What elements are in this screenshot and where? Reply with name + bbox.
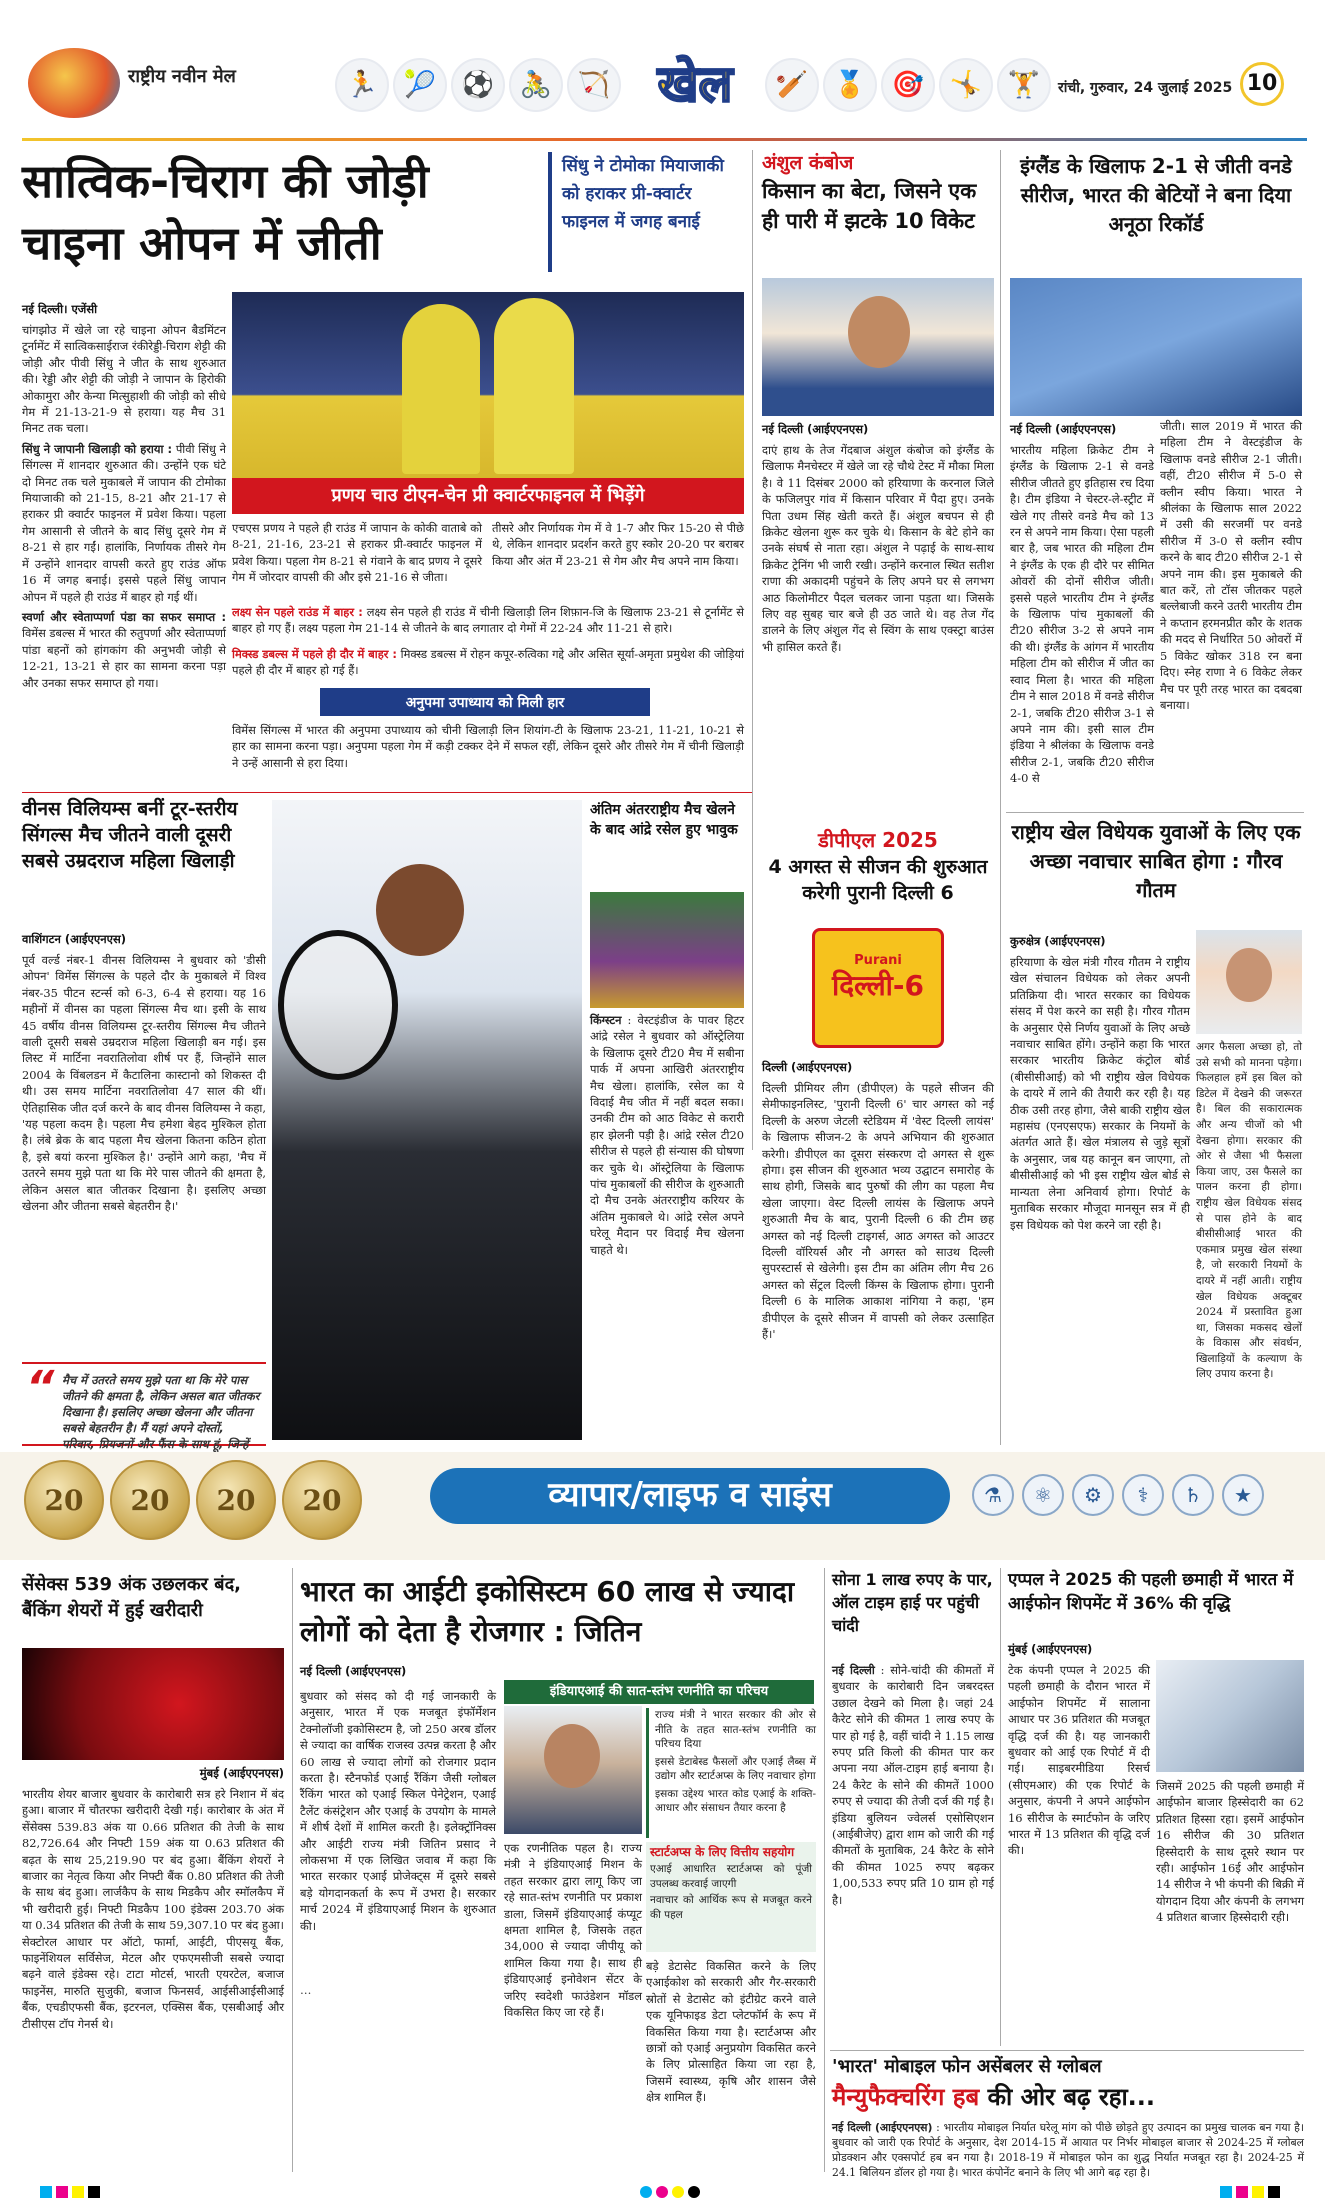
bill-headline-block: [1010, 818, 1302, 928]
dpl-league: डीपीएल 2025: [818, 828, 938, 852]
venus-body: पूर्व वर्ल्ड नंबर-1 वीनस विलियम्स ने बुधवार को 'डीसी ओपन' विमेंस सिंगल्स के पहले दौर के मुकाबले में विश्व नंबर-35 पीटन स्टर्न्स को 6-3, 6-4 से हराया। यह 16 महीनों में वीनस का पहला सिंगल्स मैच था। इसी के साथ 45 वर्षीय वीनस विलियम्स टूर-स्तरीय सिंगल्स मैच जीतने वाली दूसरी सबसे उम्रदराज महिला खिलाड़ी बन गई। इस लिस्ट में मार्टिना नवरातिलोवा शीर्ष पर हैं, जिन्होंने साल 2004 के विंबलडन में कैटालिना कास्टानो को शिकस्त दी थी। उस समय मार्टिना नवरातिलोवा 47 साल की थीं। ऐतिहासिक जीत दर्ज करने के बाद वीनस विलियम्स ने कहा, 'यह पहला कदम है। पहला मैच हमेशा बेहद मुश्किल होता है। लंबे ब्रेक के बाद पहला मैच खेलना कितना कठिन होता है, इसे बयां करना मुश्किल है।' उन्होंने आगे कहा, 'मैच में उतरने समय मुझे पता था कि मेरे पास जीतने की क्षमता है, लेकिन असल बात जीतकर दिखाना है। इसलिए अच्छा खेलना और जीतना सबसे बेहतरीन है।': [22, 953, 266, 1214]
mobile-dateline: नई दिल्ली (आईएएनएस): [832, 2121, 933, 2134]
it-article-col1b: …: [300, 1983, 312, 1997]
planet-icon: ♄: [1172, 1474, 1214, 1516]
atom-icon: ⚛: [1022, 1474, 1064, 1516]
star-icon: ★: [1222, 1474, 1264, 1516]
infobox-item: राज्य मंत्री ने भारत सरकार की ओर से नीति के तहत सात-स्तंभ रणनीति का परिचय दिया: [655, 1709, 816, 1750]
print-registration-bar: [0, 2180, 1325, 2205]
gold-body: सोने-चांदी की कीमतों में बुधवार के कारोबारी दिन जबरदस्त उछाल देखने को मिला है। जहां 24 कैरेट सोने की कीमत 1 लाख रुपए के पार हो गई है, वहीं चांदी ने 1.15 लाख रुपए प्रति किलो की कीमत पार कर अपना नया ऑल-टाइम हाई बनाया है। 24 कैरेट के सोने की कीमतें 1000 रुपए से ज्यादा की तेजी दर्ज की गई है। इंडिया बुलियन ज्वेलर्स एसोसिएशन (आईबीजेए) द्वारा शाम को जारी की गई कीमतों के मुताबिक, 24 कैरेट के सोने की कीमत 1025 रुपए बढ़कर 1,00,533 रुपए प्रति 10 ग्राम हो गई है।: [832, 1663, 994, 1907]
bill-dateline: कुरुक्षेत्र (आईएएनएस): [1010, 934, 1106, 948]
lead-col-a: एचएस प्रणय ने पहले ही राउंड में जापान के कोकी वाताबे को 8-21, 21-16, 23-21 से हराकर प्री-क्वार्टर फाइनल में प्रवेश किया। पहला गेम 8-21 से गंवाने के बाद प्रणय ने दूसरे गेम में जोरदार वापसी की और इसे 21-16 से जीता।: [232, 521, 482, 585]
flask-icon: ⚗: [972, 1474, 1014, 1516]
face-shape: [544, 1724, 600, 1788]
registration-square: [1268, 2186, 1280, 2198]
player-2-figure: [494, 298, 574, 474]
registration-square: [88, 2186, 100, 2198]
cycling-icon: 🚴: [509, 58, 563, 112]
section-rule: [1006, 812, 1304, 813]
kamboj-headline: किसान का बेटा, जिसने एक ही पारी में झटके 10 विकेट: [762, 179, 977, 233]
issue-date: रांची, गुरुवार, 24 जुलाई 2025: [1058, 80, 1233, 96]
archery-icon: 🏹: [567, 58, 621, 112]
russell-headline: अंतिम अंतरराष्ट्रीय मैच खेलने के बाद आंद्रे रसेल हुए भावुक: [590, 802, 738, 838]
kamboj-name: अंशुल कंबोज: [762, 152, 854, 174]
russell-body: वेस्टइंडीज के पावर हिटर आंद्रे रसेल ने बुधवार को ऑस्ट्रेलिया के खिलाफ दूसरे टी20 मैच में सबीना पार्क में अपना आखिरी अंतरराष्ट्रीय मैच खेला। हालांकि, रसेल का ये विदाई मैच जीत में नहीं बदल सका। उनकी टीम को आठ विकेट से करारी हार झेलनी पड़ी है। आंद्रे रसेल टी20 सीरीज से पहले ही संन्यास की घोषणा कर चुके थे। ऑस्ट्रेलिया के खिलाफ पांच मुकाबलों की सीरीज के शुरुआती दो मैच उनके अंतरराष्ट्रीय करियर के अंतिम मुकाबले थे। आंद्रे रसेल अपने घरेलू मैदान पर विदाई मैच खेलना चाहते थे।: [590, 1013, 744, 1257]
it-infobox-list: [646, 1708, 816, 1838]
russell-headline-block: [590, 800, 744, 888]
masthead-divider: [22, 138, 1307, 141]
lead-dateline: नई दिल्ली। एजेंसी: [22, 302, 98, 316]
anupama-band: अनुपमा उपाध्याय को मिली हार: [320, 688, 650, 716]
gold-headline: सोना 1 लाख रुपए के पार, ऑल टाइम हाई पर पहुंची चांदी: [832, 1570, 993, 1635]
sensex-article: [22, 1762, 284, 2172]
registration-dot: [672, 2186, 684, 2198]
iphone-dateline-row: मुंबई (आईएएनएस): [1008, 1642, 1093, 1656]
iphone-photo: [1156, 1660, 1304, 1772]
lead-para1: चांगझोउ में खेले जा रहे चाइना ओपन बैडमिंटन टूर्नामेंट में सात्विकसाईराज रंकीरेड्डी-चिराग शेट्टी की जोड़ी और पीवी सिंधु ने जीत के साथ शुरुआत की। रेड्डी और शेट्टी की जोड़ी ने जापान के हिरोकी ओकामुरा और केन्या मित्सुहाशी की जोड़ी को सीधे गेम में 21-13-21-9 से हराया। यह मैच 31 मिनट तक चला।: [22, 323, 226, 436]
section-title: खेल: [657, 55, 733, 113]
registration-square: [40, 2186, 52, 2198]
gymnast-icon: 🤸: [939, 58, 993, 112]
face-shape: [848, 296, 910, 368]
mobile-headline-block: [832, 2054, 1304, 2120]
paper-name: राष्ट्रीय नवीन मेल: [128, 66, 236, 87]
bill-article-col2: अगर फैसला अच्छा हो, तो उसे सभी को मानना पड़ेगा। फिलहाल हमें इस बिल को डिटेल में देखने की जरूरत है। बिल की सकारात्मक और अन्य चीजों को भी देखना होगा। सरकार की ओर से जैसा भी फैसला किया जाए, उस फैसले का पालन करना ही होगा। राष्ट्रीय खेल विधेयक संसद से पास होने के बाद बीसीसीआई भारत की एकमात्र प्रमुख खेल संस्था है, जो सरकारी नियमों के दायरे में नहीं आती। राष्ट्रीय खेल विधेयक अक्टूबर 2024 में प्रस्तावित हुआ था, जिसका मकसद खेलों के विकास और संवर्धन, खिलाड़ियों के कल्याण के लिए उपाय करना है।: [1196, 1041, 1302, 1381]
venus-article: [22, 928, 266, 1358]
football-icon: ⚽: [451, 58, 505, 112]
kamboj-headline-block: [762, 150, 994, 274]
lead-headline-line1: सात्विक-चिराग की जोड़ी: [22, 154, 429, 208]
women-cricket-team-photo: [1010, 278, 1302, 416]
lead-note2: मिक्स्ड डबल्स में पहले ही दौर में बाहर : मिक्स्ड डबल्स में रोहन कपूर-रुत्विका गद्दे और असित सूर्या-अमृता प्रमुथेश की जोड़ियां पहले ही दौर में बाहर हो गई हैं।: [232, 647, 744, 678]
startup-item: एआई आधारित स्टार्टअप्स को पूंजी उपलब्ध करवाई जाएगी: [650, 1863, 812, 1890]
section-rule: [22, 792, 752, 793]
lead-photo-caption: प्रणय चाउ टीएन-चेन प्री क्वार्टरफाइनल में भिड़ेंगे: [331, 485, 645, 506]
venus-headline: वीनस विलियम्स बनीं टूर-स्तरीय सिंगल्स मैच जीतने वाली दूसरी सबसे उम्रदराज महिला खिलाड़ी: [22, 798, 238, 872]
dpl-dateline: दिल्ली (आईएएनएस): [762, 1060, 853, 1074]
purani-dilli-6-logo: Purani दिल्ली-6: [812, 928, 944, 1048]
startup-box: स्टार्टअप्स के लिए वित्तीय सहयोग एआई आधारित स्टार्टअप्स को पूंजी उपलब्ध करवाई जाएगी नवाचार को आर्थिक रूप से मजबूत करने की पहल: [646, 1842, 816, 1952]
registration-square: [1220, 2186, 1232, 2198]
registration-dot: [656, 2186, 668, 2198]
racket-icon: [278, 930, 398, 1080]
shooting-icon: 🎯: [881, 58, 935, 112]
mobile-headline-tail: की ओर बढ़ रहा...: [987, 2083, 1156, 2111]
it-article-col3: बड़े डेटासेट विकसित करने के लिए एआईकोश को सरकारी और गैर-सरकारी स्रोतों से डेटासेट को इंटीग्रेट करने वाले एक यूनिफाइड डेटा प्लेटफॉर्म के रूप में विकसित किया गया है। स्टार्टअप्स और छात्रों को एआई अनुप्रयोग विकसित करने के लिए प्रोत्साहित किया जा रहा है, जिसमें स्वास्थ्य, कृषि और शासन जैसे क्षेत्र शामिल हैं।: [646, 1959, 816, 2105]
it-dateline-row: नई दिल्ली (आईएएनएस): [300, 1664, 407, 1678]
venus-headline-block: [22, 796, 266, 926]
venus-quote: “ मैच में उतरते समय मुझे पता था कि मेरे पास जीतने की क्षमता है, लेकिन असल बात जीतकर दिखाना है। इसलिए अच्छा खेलना और जीतना सबसे बेहतरीन है। मैं यहां अपने दोस्तों, परिवार, प्रियजनों और फैंस के साथ हूं, जिन्हें: [22, 1362, 266, 1446]
russell-dateline: किंग्स्टन: [590, 1013, 622, 1027]
mobile-headline-line1: 'भारत' मोबाइल फोन असेंबलर से ग्लोबल: [832, 2056, 1102, 2077]
iphone-headline: एप्पल ने 2025 की पहली छमाही में भारत में आईफोन शिपमेंट में 36% की वृद्धि: [1008, 1570, 1294, 1614]
bill-article-col1: कुरुक्षेत्र (आईएएनएस) हरियाणा के खेल मंत्री गौरव गौतम ने राष्ट्रीय खेल संचालन विधेयक को लेकर अपनी प्रतिक्रिया दी। भारत सरकार का विधेयक संसद में पेश करने का सही है। गौरव गौतम के अनुसार ऐसे निर्णय युवाओं के लिए अच्छे नवाचार साबित होंगे। उन्होंने कहा कि भारत सरकार भारतीय क्रिकेट कंट्रोल बोर्ड (बीसीसीआई) को भी राष्ट्रीय खेल विधेयक के दायरे में लाने की तैयारी कर रही है। यह ठीक उसी तरह होगा, जैसे बाकी राष्ट्रीय खेल महासंघ (एनएसएफ) सरकार के नियमों के अंतर्गत आते हैं। खेल मंत्रालय से जुड़े सूत्रों के अनुसार, जब यह कानून बन जाएगा, तो बीसीसीआई को भी इस राष्ट्रीय खेल बोर्ड से मान्यता लेना अनिवार्य होगा। रिपोर्ट के मुताबिक सरकार मौजूदा मानसून सत्र में ही इस विधेयक को पेश करने जा रही है।: [1010, 934, 1190, 1232]
lead-headline-block: [22, 150, 540, 295]
column-rule: [292, 1568, 293, 2172]
lead-kicker: सिंधु ने टोमोका मियाजाकी को हराकर प्री-क्वार्टर फाइनल में जगह बनाई: [548, 152, 742, 272]
masthead: [0, 0, 1325, 150]
kamboj-body: दाएं हाथ के तेज गेंदबाज अंशुल कंबोज को इंग्लैंड के खिलाफ मैनचेस्टर में खेले जा रहे चौथे टेस्ट में मौका मिला है। वे 11 दिसंबर 2000 को हरियाणा के करनाल जिले के फजिलपुर गांव में किसान परिवार में पैदा हुए। उनके पिता उधम सिंह खेती करते हैं। अंशुल बचपन से ही क्रिकेट खेलना शुरू कर चुके थे। किसान के बेटे होने का उनके संघर्ष से नाता रहा। अंशुल ने पढ़ाई के साथ-साथ क्रिकेट ट्रेनिंग भी जारी रखी। उन्होंने करनाल स्थित सतीश राणा की अकादमी पहुंचने के लिए अपने घर से लगभग आठ किलोमीटर पैदल चलकर जाना पड़ता था। जिसके लिए वह सुबह चार बजे ही उठ जाते थे। वह तेज गेंद डालने के लिए अंशुल गेंद से स्विंग के साथ एक्स्ट्रा बाउंस भी हासिल करते हैं।: [762, 443, 994, 654]
registration-dot: [688, 2186, 700, 2198]
hurdles-icon: 🏅: [823, 58, 877, 112]
running-icon: 🏃: [335, 58, 389, 112]
mobile-headline-red: मैन्युफैक्चरिंग हब: [832, 2083, 980, 2111]
business-section-banner: [0, 1452, 1325, 1560]
weightlifting-icon: 🏋: [997, 58, 1051, 112]
gold-headline-block: [832, 1568, 994, 1660]
rupee-coin-icon: 20: [24, 1460, 104, 1540]
registration-dot: [640, 2186, 652, 2198]
jitin-prasada-photo: [504, 1706, 642, 1834]
infobox-item: इसका उद्देश्य भारत कोड एआई के शक्ति-आधार और संसाधन तैयार करना है: [655, 1787, 816, 1814]
section-banner-title: व्यापार/लाइफ व साइंस: [430, 1468, 950, 1524]
it-article-col2: एक रणनीतिक पहल है। राज्य मंत्री ने इंडियाएआई मिशन के तहत सरकार द्वारा लागू किए जा रहे सात-स्तंभ रणनीति पर प्रकाश डाला, जिसमें इंडियाएआई कंप्यूट क्षमता शामिल है, जिसके तहत 34,000 से ज्यादा जीपीयू को शामिल किया गया है। साथ ही इंडियाएआई इनोवेशन सेंटर के जरिए स्वदेशी फाउंडेशन मॉडल विकसित किए जा रहे हैं।: [504, 1841, 642, 2020]
lead-col-c: विमेंस सिंगल्स में भारत की अनुपमा उपाध्याय को चीनी खिलाड़ी लिन शियांग-टी के खिलाफ 23-21, 11-21, 10-21 से हार का सामना करना पड़ा। अनुपमा पहला गेम में कड़ी टक्कर देने में सफल रहीं, लेकिन दूसरे और तीसरे गेम में चीनी खिलाड़ी ने उन्हें आसानी से हरा दिया।: [232, 723, 744, 770]
lead-col-b: तीसरे और निर्णायक गेम में वे 1-7 और फिर 15-20 से पीछे थे, लेकिन शानदार प्रदर्शन करते हुए स्कोर 20-20 पर बराबर किया और अंत में 23-21 से गेम और मैच अपने नाम किया।: [492, 521, 744, 568]
lead-note1: लक्ष्य सेन पहले राउंड में बाहर : लक्ष्य सेन पहले ही राउंड में चीनी खिलाड़ी लिन शिफ़ान-जि के खिलाफ 23-21 से टूर्नामेंट से बाहर हो गए हैं। लक्ष्य पहला गेम 21-14 से जीतने के बाद लगातार दो गेमों में 22-24 और 11-21 से हारे।: [232, 605, 744, 636]
russell-photo: [590, 892, 744, 1008]
badminton-pair-photo: [232, 292, 744, 478]
tennis-icon: 🎾: [393, 58, 447, 112]
lead-sub1: सिंधु ने जापानी खिलाड़ी को हराया :: [22, 441, 173, 456]
sensex-dateline: मुंबई (आईएएनएस): [199, 1766, 284, 1780]
venus-williams-photo: [272, 800, 582, 1440]
lead-sub2: स्वर्णा और स्वेताप्पर्णा पंडा का सफर समाप्त :: [22, 609, 226, 624]
column-rule: [752, 150, 753, 1150]
sensex-headline-block: [22, 1572, 284, 1644]
iphone-article-col2: जिसमें 2025 की पहली छमाही में आईफोन बाजार हिस्सेदारी का 62 प्रतिशत हिस्सा रहा। इसमें आईफोन 16 सीरीज की 30 प्रतिशत हिस्सेदारी के साथ दूसरे स्थान पर रही। आईफोन 16ई और आईफोन 14 सीरीज ने भी कंपनी की बिक्री में योगदान दिया और कंपनी के लगभग 4 प्रतिशत बाजार हिस्सेदारी रही।: [1156, 1779, 1304, 1925]
rupee-coin-icon: 20: [196, 1460, 276, 1540]
kamboj-portrait-photo: [762, 278, 994, 416]
registration-square: [72, 2186, 84, 2198]
dna-icon: ⚕: [1122, 1474, 1164, 1516]
it-infobox-title-bar: इंडियाएआई की सात-स्तंभ रणनीति का परिचय: [504, 1680, 814, 1704]
lead-para2: पीवी सिंधु ने सिंगल्स में शानदार शुरुआत की। उन्होंने एक घंटे दो मिनट तक चले मुकाबले में जापान की टोमोका मियाजाकी को 21-15, 8-21 और 21-17 से हराकर प्री क्वार्टर फाइनल में प्रवेश किया। पहला गेम आसानी से जीतने के बाद सिंधु दूसरे गेम में 8-21 से हार गईं। हालांकि, निर्णायक तीसरे गेम में उन्होंने शानदार वापसी करते हुए राउंड ऑफ 16 में जगह बनाई। इससे पहले सिंधु जापान ओपन में पहले ही राउंड में बाहर हो गई थीं।: [22, 441, 226, 604]
lead-headline-line2: चाइना ओपन में जीती: [22, 216, 382, 270]
column-rule: [824, 1568, 825, 2172]
it-article-col1: बुधवार को संसद को दी गई जानकारी के अनुसार, भारत में एक मजबूत इंफॉर्मेशन टेक्नोलॉजी इकोसिस्टम है, जो 250 अरब डॉलर से ज्यादा का वार्षिक राजस्व उत्पन्न करता है और 60 लाख से ज्यादा लोगों को रोजगार प्रदान करता है। स्टैनफोर्ड एआई रैंकिंग जैसी ग्लोबल रैंकिंग भारत को एआई स्किल पेनेट्रेशन, एआई टैलेंट कंसंट्रेशन और एआई के उपयोग के मामले में शीर्ष देशों में शामिल करती है। इलेक्ट्रॉनिक्स और आईटी राज्य मंत्री जितिन प्रसाद ने लोकसभा में एक लिखित जवाब में कहा कि भारत सरकार एआई प्रोजेक्ट्स में दूसरे सबसे बड़े योगदानकर्ता के रूप में उभरा है। सरकार मार्च 2024 में इंडियाएआई मिशन के शुरुआत की।: [300, 1689, 496, 1933]
column-rule: [1000, 150, 1001, 1445]
infobox-item: इससे डेटाबेस्ड फैसलों और एआई लैब्स में उद्योग और स्टार्टअप्स के लिए नवाचार होगा: [655, 1755, 816, 1782]
rupee-coin-icon: 20: [110, 1460, 190, 1540]
registration-square: [1236, 2186, 1248, 2198]
sensex-body: भारतीय शेयर बाजार बुधवार के कारोबारी सत्र हरे निशान में बंद हुआ। बाजार में चौतरफा खरीदारी देखी गई। कारोबार के अंत में सेंसेक्स 539.83 अंक या 0.66 प्रतिशत की तेजी के साथ 82,726.64 और निफ्टी 159 अंक या 0.63 प्रतिशत की बढ़त के साथ 25,219.90 पर बंद हुआ। बैंकिंग शेयरों ने बाजार का नेतृत्व किया और निफ्टी बैंक 0.80 प्रतिशत की तेजी के साथ बंद हुआ। लार्जकैप के साथ मिडकैप और स्मॉलकैप में भी खरीदारी हुई। निफ्टी मिडकैप 100 इंडेक्स 203.70 अंक या 0.34 प्रतिशत की तेजी के साथ 59,307.10 पर बंद हुआ। सेक्टोरल आधार पर ऑटो, फार्मा, आईटी, पीएसयू बैंक, फाइनेंशियल सर्विसेज, मेटल और एफएमसीजी सबसे ज्यादा बढ़ने वाले इंडेक्स रहे। टाटा मोटर्स, भारती एयरटेल, बजाज फाइनेंस, मारुति सुजुकी, बजाज फिनसर्व, आईसीआईसीआई बैंक, एचडीएफसी बैंक, इटरनल, एक्सिस बैंक, एसबीआई और टीसीएस टॉप गेनर्स थे।: [22, 1787, 284, 2031]
dpl-headline-block: [762, 826, 994, 926]
odi-article-col2: जीती। साल 2019 में भारत की महिला टीम ने वेस्टइंडीज के खिलाफ वनडे सीरीज 2-1 जीती। वहीं, टी20 सीरीज में 5-0 से क्लीन स्वीप किया। भारत ने श्रीलंका के खिलाफ साल 2022 में उसी की सरजमीं पर वनडे सीरीज में 3-0 से क्लीन स्वीप करने के बाद टी20 सीरीज 2-1 से अपने नाम की। इस मुकाबले की बात करें, तो टॉस जीतकर पहले बल्लेबाजी करने उतरी भारतीय टीम ने कप्तान हरमनप्रीत कौर के शतक की मदद से निर्धारित 50 ओवरों में 5 विकेट खोकर 318 रन बना दिए। स्नेह राणा ने 6 विकेट लेकर मैच पर पूरी तरह भारत का दबदबा बनाया।: [1160, 419, 1302, 712]
section-rule: [830, 2050, 1304, 2051]
gold-dateline: नई दिल्ली: [832, 1663, 875, 1677]
it-headline-block: [300, 1572, 820, 1656]
sensex-headline: सेंसेक्स 539 अंक उछलकर बंद, बैंकिंग शेयरों में हुई खरीदारी: [22, 1574, 241, 1621]
iphone-article-col1: टेक कंपनी एप्पल ने 2025 की पहली छमाही के दौरान भारत में आईफोन शिपमेंट में सालाना आधार पर 36 प्रतिशत की मजबूत वृद्धि दर्ज की है। यह जानकारी बुधवार को आई एक रिपोर्ट में दी गई। साइबरमीडिया रिसर्च (सीएमआर) की एक रिपोर्ट के अनुसार, कंपनी ने अपने आईफोन 16 सीरीज के स्मार्टफोन के जरिए भारत में 13 प्रतिशत की वृद्धि दर्ज की।: [1008, 1663, 1150, 1858]
mobile-body: भारतीय मोबाइल निर्यात घरेलू मांग को पीछे छोड़ते हुए उत्पादन का प्रमुख चालक बन गया है। बुधवार को जारी एक रिपोर्ट के अनुसार, देश 2014-15 में आयात पर निर्भर मोबाइल बाजार से 2024-25 में ग्लोबल प्रोडक्शन और एक्सपोर्ट हब बन गया है। 2018-19 में मोबाइल फोन का शुद्ध निर्यात मजबूत रहा है। 2024-25 में 24.1 बिलियन डॉलर हो गया है। भारत कंपोनेंट बनाने के लिए भी आगे बढ़ रहा है।: [832, 2121, 1304, 2179]
cricket-icon: 🏏: [765, 58, 819, 112]
registration-square: [56, 2186, 68, 2198]
paper-logo-icon: [28, 48, 120, 118]
gaurav-gautam-photo: [1196, 930, 1302, 1034]
lead-photo-caption-bar: [232, 478, 744, 514]
kamboj-dateline: नई दिल्ली (आईएएनएस): [762, 422, 869, 436]
odi-article-col1: नई दिल्ली (आईएएनएस) भारतीय महिला क्रिकेट टीम ने इंग्लैंड के खिलाफ 2-1 से वनडे सीरीज जीतते हुए इतिहास रच दिया है। टीम इंडिया ने चेस्टर-ले-स्ट्रीट में खेले गए तीसरे वनडे मैच को 13 रन से अपने नाम किया। ऐसा पहली बार है, जब भारत की महिला टीम ने इंग्लैंड के एक ही दौरे पर सीमित ओवरों की दोनों सीरीज जीती। इससे पहले भारतीय टीम ने इंग्लैंड के खिलाफ पांच मुकाबलों की टी20 सीरीज 3-2 से अपने नाम की थी। इंग्लैंड के आंगन में भारतीय महिला टीम को सीरीज में जीत का स्वाद मिला है। भारत की महिला टीम ने साल 2018 में वनडे सीरीज 2-1, जबकि टी20 सीरीज 3-1 से अपने नाम की। इसी साल टीम इंडिया ने श्रीलंका के खिलाफ वनडे सीरीज 2-1, जबकि टी20 सीरीज 4-0 से: [1010, 422, 1154, 786]
registration-square: [1252, 2186, 1264, 2198]
iphone-headline-block: [1008, 1568, 1304, 1640]
mobile-article: नई दिल्ली (आईएएनएस) : भारतीय मोबाइल निर्यात घरेलू मांग को पीछे छोड़ते हुए उत्पादन का प्रमुख चालक बन गया है। बुधवार को जारी एक रिपोर्ट के अनुसार, देश 2014-15 में आयात पर निर्भर मोबाइल बाजार से 2024-25 में ग्लोबल प्रोडक्शन और एक्सपोर्ट हब बन गया है। 2018-19 में मोबाइल फोन का शुद्ध निर्यात मजबूत रहा है। 2024-25 में 24.1 बिलियन डॉलर हो गया है। भारत कंपोनेंट बनाने के लिए भी आगे बढ़ रहा है।: [832, 2121, 1304, 2179]
gear-icon: ⚙: [1072, 1474, 1114, 1516]
russell-article: किंग्स्टन : वेस्टइंडीज के पावर हिटर आंद्रे रसेल ने बुधवार को ऑस्ट्रेलिया के खिलाफ दूसरे टी20 मैच में सबीना पार्क में अपना आखिरी अंतरराष्ट्रीय मैच खेला। हालांकि, रसेल का ये विदाई मैच जीत में नहीं बदल सका। उनकी टीम को आठ विकेट से करारी हार झेलनी पड़ी है। आंद्रे रसेल टी20 सीरीज से पहले ही संन्यास की घोषणा कर चुके थे। ऑस्ट्रेलिया के खिलाफ पांच मुकाबलों की सीरीज के शुरुआती दो मैच उनके अंतरराष्ट्रीय करियर के अंतिम मुकाबले थे। आंद्रे रसेल अपने घरेलू मैदान पर विदाई मैच खेलना चाहते थे।: [590, 1013, 744, 1257]
it-headline: भारत का आईटी इकोसिस्टम 60 लाख से ज्यादा लोगों को देता है रोजगार : जितिन: [300, 1575, 795, 1648]
bill-headline: राष्ट्रीय खेल विधेयक युवाओं के लिए एक अच्छा नवाचार साबित होगा : गौरव गौतम: [1011, 820, 1301, 902]
lead-para3: विमेंस डबल्स में भारत की रुतुपर्णा और स्वेताप्पर्णा पांडा बहनों को हांगकांग की अनुभवी जोड़ी से 12-21, 13-21 से हार का सामना करना पड़ा और उनका सफर समाप्त हो गया।: [22, 626, 226, 690]
odi-headline: इंग्लैंड के खिलाफ 2-1 से जीती वनडे सीरीज, भारत की बेटियों ने बना दिया अनूठा रिकॉर्ड: [1020, 154, 1292, 236]
column-rule: [1000, 1568, 1001, 2046]
face-shape: [1226, 948, 1272, 1002]
odi-headline-block: [1010, 152, 1302, 276]
odi-dateline: नई दिल्ली (आईएएनएस): [1010, 422, 1117, 436]
bull-market-photo: [22, 1648, 284, 1760]
player-1-figure: [402, 304, 480, 474]
dpl-article: [762, 1056, 994, 1446]
dpl-headline: 4 अगस्त से सीजन की शुरुआत करेगी पुरानी दिल्ली 6: [768, 856, 988, 904]
startup-item: नवाचार को आर्थिक रूप से मजबूत करने की पहल: [650, 1894, 812, 1921]
face-shape: [376, 864, 464, 956]
rupee-coin-icon: 20: [282, 1460, 362, 1540]
dpl-body: दिल्ली प्रीमियर लीग (डीपीएल) के पहले सीजन की सेमीफाइनलिस्ट, 'पुरानी दिल्ली 6' चार अगस्त को नई दिल्ली के अरुण जेटली स्टेडियम में 'वेस्ट दिल्ली लायंस' के खिलाफ सीजन-2 के अपने अभियान की शुरुआत करेगी। डीपीएल का दूसरा संस्करण दो अगस्त से शुरू होगा। इस सीजन की शुरुआत भव्य उद्घाटन समारोह के साथ होगी, जिसके बाद पुरुषों की लीग का पहला मैच खेला जाएगा। वेस्ट दिल्ली लायंस के खिलाफ अपने शुरुआती मैच के बाद, पुरानी दिल्ली 6 की टीम छह अगस्त को नई दिल्ली टाइगर्स, आठ अगस्त को आउटर दिल्ली वॉरियर्स और नौ अगस्त को साउथ दिल्ली सुपरस्टार्स से खेलेगी। इस टीम का अंतिम लीग मैच 26 अगस्त को सेंट्रल दिल्ली किंग्स के खिलाफ होगा। पुरानी दिल्ली 6 के मालिक आकाश नांगिया ने कहा, 'हम डीपीएल के दूसरे सीजन में वापसी को लेकर उत्साहित हैं।': [762, 1081, 994, 1342]
page-number: 10: [1240, 62, 1284, 106]
venus-dateline: वाशिंगटन (आईएएनएस): [22, 932, 126, 946]
quote-icon: “: [26, 1362, 55, 1413]
gold-article: नई दिल्ली : सोने-चांदी की कीमतों में बुधवार के कारोबारी दिन जबरदस्त उछाल देखने को मिला है। जहां 24 कैरेट सोने की कीमत 1 लाख रुपए के पार हो गई है, वहीं चांदी ने 1.15 लाख रुपए प्रति किलो की कीमत पार कर अपना नया ऑल-टाइम हाई बनाया है। 24 कैरेट के सोने की कीमतें 1000 रुपए से ज्यादा की तेजी दर्ज की गई है। इंडिया बुलियन ज्वेलर्स एसोसिएशन (आईबीजेए) द्वारा शाम को जारी की गई कीमतों के मुताबिक, 24 कैरेट के सोने की कीमत 1025 रुपए बढ़कर 1,00,533 रुपए प्रति 10 ग्राम हो गई है।: [832, 1663, 994, 1907]
